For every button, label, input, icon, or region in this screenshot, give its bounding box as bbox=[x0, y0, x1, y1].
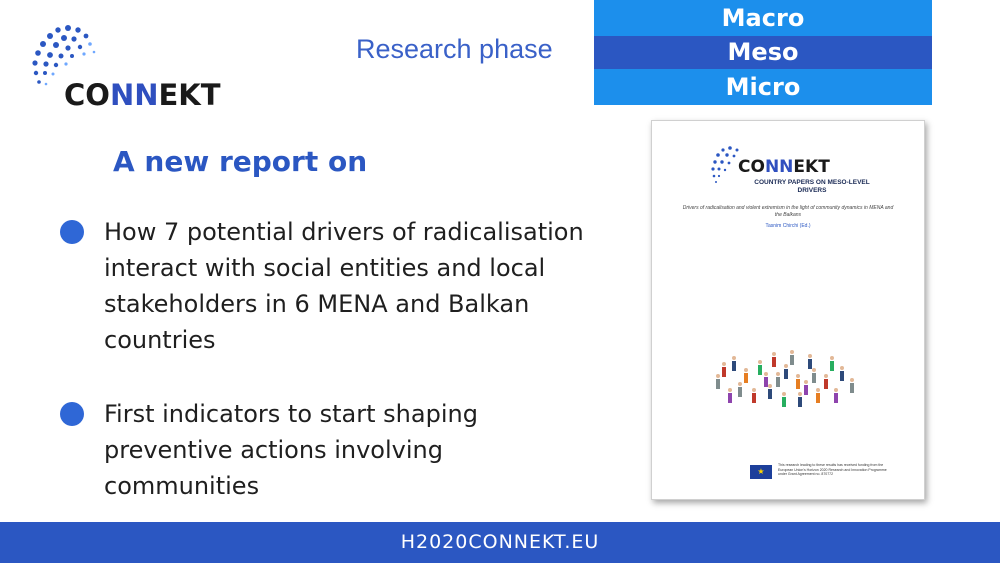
cover-wordmark bbox=[738, 157, 830, 177]
logo-wordmark bbox=[64, 78, 221, 112]
cover-text-post: EKT bbox=[793, 157, 830, 177]
eu-flag-icon: ★ bbox=[750, 465, 772, 479]
crowd-illustration bbox=[712, 349, 862, 417]
eu-funding-text: This research leading to these results has received funding from the European Union's Horizon 2020 Research and Innovation Programme under Grant Agreement no. 870772 bbox=[778, 463, 887, 476]
level-micro: Micro bbox=[594, 69, 932, 105]
level-selector bbox=[594, 0, 932, 105]
phase-label: Research phase bbox=[356, 34, 553, 64]
logo-text-mid: NN bbox=[109, 78, 159, 112]
report-cover bbox=[651, 120, 925, 500]
bullet-dot-icon bbox=[60, 402, 84, 426]
cover-text-mid: NN bbox=[764, 157, 794, 177]
level-macro: Macro bbox=[594, 0, 932, 36]
connekt-logo bbox=[28, 22, 221, 112]
bullet-text: First indicators to start shaping preventive actions involving communities bbox=[104, 400, 478, 500]
level-meso: Meso bbox=[594, 36, 932, 69]
section-subtitle: A new report on bbox=[113, 145, 368, 178]
cover-subtitle: Drivers of radicalisation and violent extremism in the light of community dynamics in MENA and the Balkans bbox=[682, 205, 894, 218]
bullet-text: How 7 potential drivers of radicalisation interact with social entities and local stakeholders in 6 MENA and Balkan countries bbox=[104, 218, 584, 354]
cover-editor: Tasnim Chirchi (Ed.) bbox=[765, 223, 811, 229]
cover-title: COUNTRY PAPERS ON MESO-LEVEL DRIVERS bbox=[754, 179, 870, 194]
logo-text-post: EKT bbox=[158, 78, 221, 112]
logo-text-pre: CO bbox=[64, 78, 110, 112]
cover-text-pre: CO bbox=[738, 157, 765, 177]
bullet-dot-icon bbox=[60, 220, 84, 244]
footer-url: H2020CONNEKT.EU bbox=[0, 522, 1000, 563]
